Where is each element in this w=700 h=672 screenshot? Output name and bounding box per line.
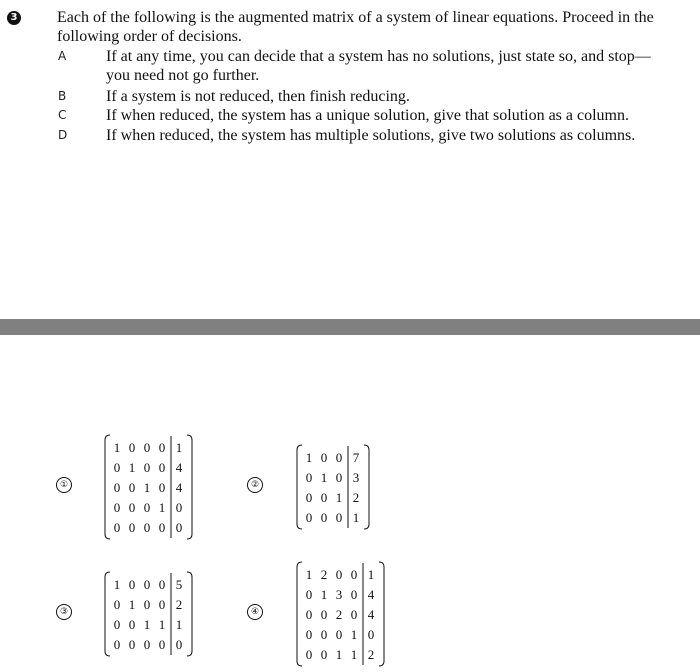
matrix-entry: 0 [143, 440, 151, 455]
matrix-entry: 0 [350, 567, 358, 582]
matrix-entry: 0 [113, 520, 121, 535]
augmented-entry: 7 [352, 450, 360, 465]
augmented-matrix-3 [104, 571, 193, 657]
matrix-entry: 0 [158, 440, 166, 455]
matrix-entry: 0 [350, 607, 358, 622]
matrix-entry: 1 [320, 470, 328, 485]
matrix-label-1: ① [56, 477, 72, 493]
matrix-left-paren [105, 572, 110, 656]
matrix-entry: 1 [143, 617, 151, 632]
matrix-entry: 0 [305, 510, 313, 525]
matrix-entry: 1 [350, 627, 358, 642]
matrix-entry: 0 [335, 450, 343, 465]
matrix-svg [104, 571, 193, 657]
step-letter: A [58, 49, 67, 63]
matrix-entry: 1 [143, 480, 151, 495]
matrix-label-4: ④ [247, 604, 263, 620]
matrix-entry: 1 [320, 587, 328, 602]
matrix-entry: 1 [113, 440, 121, 455]
matrix-entry: 1 [158, 500, 166, 515]
augmented-entry: 4 [367, 607, 375, 622]
augmented-entry: 3 [352, 470, 360, 485]
matrix-entry: 0 [305, 587, 313, 602]
matrix-entry: 1 [305, 450, 313, 465]
step-letter: B [58, 89, 67, 103]
matrix-entry: 0 [128, 480, 136, 495]
matrix-entry: 0 [128, 440, 136, 455]
augmented-entry: 1 [175, 617, 183, 632]
step-letter: C [58, 108, 67, 122]
matrix-label-2: ② [247, 477, 263, 493]
matrix-entry: 0 [335, 470, 343, 485]
matrix-entry: 1 [350, 647, 358, 662]
step-letter: D [58, 128, 68, 142]
matrix-entry: 0 [128, 637, 136, 652]
problem-number-marker: 3 [7, 11, 21, 25]
augmented-entry: 4 [175, 480, 183, 495]
matrix-entry: 0 [320, 607, 328, 622]
augmented-matrix-1 [104, 434, 193, 540]
matrix-entry: 0 [320, 627, 328, 642]
augmented-entry: 1 [175, 440, 183, 455]
matrix-entry: 2 [320, 567, 328, 582]
matrix-entry: 0 [320, 490, 328, 505]
matrix-entry: 1 [128, 460, 136, 475]
matrix-entry: 0 [128, 617, 136, 632]
augmented-entry: 4 [367, 587, 375, 602]
problem-intro: Each of the following is the augmented matrix of a system of linear equations. Proceed in the following order of decisions. [57, 9, 654, 45]
matrix-entry: 0 [158, 577, 166, 592]
matrix-entry: 0 [128, 500, 136, 515]
augmented-matrix-4 [296, 561, 385, 667]
matrix-entry: 0 [158, 520, 166, 535]
matrix-entry: 0 [158, 460, 166, 475]
matrix-right-paren [187, 572, 192, 656]
matrix-right-paren [379, 562, 384, 666]
matrix-entry: 0 [158, 597, 166, 612]
matrix-entry: 0 [143, 460, 151, 475]
matrix-entry: 0 [143, 577, 151, 592]
matrix-entry: 0 [320, 647, 328, 662]
matrix-svg [296, 561, 385, 667]
matrix-entry: 1 [128, 597, 136, 612]
matrix-entry: 1 [335, 647, 343, 662]
matrix-entry: 1 [335, 490, 343, 505]
matrix-entry: 0 [113, 637, 121, 652]
matrix-svg [104, 434, 193, 540]
section-divider-bar [0, 319, 700, 335]
augmented-entry: 0 [175, 500, 183, 515]
augmented-entry: 0 [175, 637, 183, 652]
matrix-entry: 0 [305, 607, 313, 622]
augmented-entry: 0 [175, 520, 183, 535]
augmented-entry: 2 [367, 647, 375, 662]
matrix-entry: 0 [128, 520, 136, 535]
augmented-entry: 2 [352, 490, 360, 505]
matrix-entry: 0 [113, 617, 121, 632]
matrix-entry: 0 [305, 647, 313, 662]
matrix-entry: 0 [143, 520, 151, 535]
matrix-entry: 0 [128, 577, 136, 592]
augmented-entry: 0 [367, 627, 375, 642]
matrix-entry: 1 [158, 617, 166, 632]
step-text: If when reduced, the system has a unique solution, give that solution as a column. [106, 107, 629, 124]
matrix-entry: 0 [158, 480, 166, 495]
matrix-entry: 3 [335, 587, 343, 602]
step-text: If a system is not reduced, then finish reducing. [106, 88, 410, 105]
matrix-entry: 0 [335, 627, 343, 642]
matrix-entry: 0 [335, 567, 343, 582]
matrix-svg [296, 444, 370, 530]
step-text: If when reduced, the system has multiple solutions, give two solutions as columns. [106, 127, 636, 144]
matrix-entry: 0 [320, 510, 328, 525]
matrix-entry: 0 [335, 510, 343, 525]
matrix-left-paren [297, 445, 302, 529]
augmented-entry: 1 [367, 567, 375, 582]
matrix-entry: 0 [158, 637, 166, 652]
augmented-entry: 4 [175, 460, 183, 475]
matrix-entry: 0 [305, 490, 313, 505]
matrix-left-paren [297, 562, 302, 666]
matrix-entry: 1 [305, 567, 313, 582]
augmented-entry: 5 [175, 577, 183, 592]
matrix-entry: 0 [113, 460, 121, 475]
matrix-entry: 1 [113, 577, 121, 592]
matrix-entry: 2 [335, 607, 343, 622]
augmented-entry: 2 [175, 597, 183, 612]
matrix-entry: 0 [143, 637, 151, 652]
matrix-right-paren [364, 445, 369, 529]
matrix-entry: 0 [113, 500, 121, 515]
matrix-label-3: ③ [56, 604, 72, 620]
augmented-entry: 1 [352, 510, 360, 525]
matrix-entry: 0 [305, 627, 313, 642]
matrix-entry: 0 [305, 470, 313, 485]
matrix-entry: 0 [113, 480, 121, 495]
matrix-entry: 0 [113, 597, 121, 612]
step-text: If at any time, you can decide that a system has no solutions, just state so, and stop—you need not go further. [106, 48, 651, 84]
matrix-right-paren [187, 435, 192, 539]
augmented-matrix-2 [296, 444, 370, 530]
matrix-entry: 0 [350, 587, 358, 602]
matrix-entry: 0 [143, 597, 151, 612]
matrix-entry: 0 [320, 450, 328, 465]
matrix-entry: 0 [143, 500, 151, 515]
matrix-left-paren [105, 435, 110, 539]
